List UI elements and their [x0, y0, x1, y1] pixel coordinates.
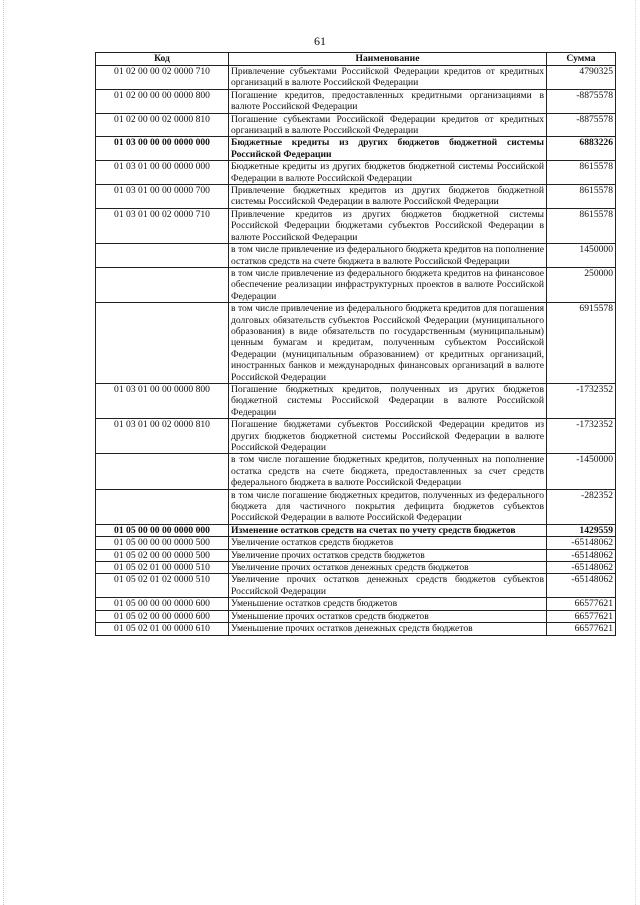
row-name: Увеличение остатков средств бюджетов [229, 537, 547, 549]
row-code: 01 05 00 00 00 0000 600 [96, 598, 229, 610]
row-sum: -65148062 [547, 537, 616, 549]
row-name: Уменьшение остатков средств бюджетов [229, 598, 547, 610]
row-code: 01 05 02 01 02 0000 510 [96, 574, 229, 598]
table-row [96, 244, 616, 268]
row-sum: -65148062 [547, 549, 616, 561]
row-name: Увеличение прочих остатков средств бюджетов [229, 549, 547, 561]
row-code [96, 489, 229, 524]
table-row [96, 610, 616, 622]
table-row [96, 419, 616, 454]
row-name: Бюджетные кредиты из других бюджетов бюджетной системы Российской Федерации в валюте Российской Федерации [229, 161, 547, 185]
row-sum: -65148062 [547, 562, 616, 574]
table-row [96, 267, 616, 302]
table-row [96, 208, 616, 243]
row-sum: 66577621 [547, 623, 616, 635]
scan-edge-left [3, 0, 6, 905]
row-code [96, 267, 229, 302]
row-sum: 6883226 [547, 137, 616, 161]
row-sum: 8615578 [547, 185, 616, 209]
row-code: 01 05 02 01 00 0000 510 [96, 562, 229, 574]
budget-sources-table [95, 52, 616, 636]
row-sum: -8875578 [547, 113, 616, 137]
row-name: Погашение субъектами Российской Федерации кредитов от кредитных организаций в валюте Российской Федерации [229, 113, 547, 137]
row-code [96, 303, 229, 384]
row-sum: -1732352 [547, 383, 616, 418]
table-row [96, 537, 616, 549]
table-row [96, 489, 616, 524]
row-name: в том числе погашение бюджетных кредитов, полученных на пополнение остатка средств на счете бюджета, предоставленных за счет средств федерального бюджета в валюте Российской Федерации [229, 454, 547, 489]
table-row [96, 574, 616, 598]
row-sum: 4790325 [547, 66, 616, 90]
table-row [96, 137, 616, 161]
row-name: Бюджетные кредиты из других бюджетов бюджетной системы Российской Федерации [229, 137, 547, 161]
table-row [96, 383, 616, 418]
table-row [96, 185, 616, 209]
row-sum: -65148062 [547, 574, 616, 598]
row-name: Погашение бюджетных кредитов, полученных из других бюджетов бюджетной системы Российской Федерации в валюте Российской Федерации [229, 383, 547, 418]
row-code: 01 03 00 00 00 0000 000 [96, 137, 229, 161]
row-sum: 8615578 [547, 161, 616, 185]
row-name: в том числе привлечение из федерального бюджета кредитов на финансовое обеспечение реализации инфраструктурных проектов в валюте Российской Федерации [229, 267, 547, 302]
table-row [96, 623, 616, 635]
header-sum: Сумма [547, 53, 616, 66]
row-code: 01 03 01 00 00 0000 800 [96, 383, 229, 418]
table-row [96, 161, 616, 185]
scan-edge-right [635, 0, 638, 905]
table-row [96, 549, 616, 561]
row-code: 01 03 01 00 00 0000 700 [96, 185, 229, 209]
row-name: Уменьшение прочих остатков средств бюджетов [229, 610, 547, 622]
row-sum: 1429559 [547, 524, 616, 536]
row-name: в том числе привлечение из федерального бюджета кредитов для погашения долговых обязательств субъектов Российской Федерации (муниципального образования) в виде обязательств по государственным (муниципальным) ценным бумагам и кредитам, полученным субъектом Российской Федерации (муниципальным образованием) от кредитных организаций, иностранных банков и международных финансовых организаций в валюте Российской Федерации [229, 303, 547, 384]
row-sum: -1732352 [547, 419, 616, 454]
table-body [96, 66, 616, 636]
row-code [96, 244, 229, 268]
row-name: в том числе погашение бюджетных кредитов, полученных из федерального бюджета для частичного покрытия дефицита бюджетов субъектов Российской Федерации в валюте Российской Федерации [229, 489, 547, 524]
row-sum: -282352 [547, 489, 616, 524]
header-name: Наименование [229, 53, 547, 66]
row-code: 01 02 00 00 00 0000 800 [96, 89, 229, 113]
row-code: 01 05 02 00 00 0000 600 [96, 610, 229, 622]
row-code: 01 02 00 00 02 0000 710 [96, 66, 229, 90]
row-sum: 8615578 [547, 208, 616, 243]
row-code: 01 02 00 00 02 0000 810 [96, 113, 229, 137]
row-name: Увеличение прочих остатков денежных средств бюджетов [229, 562, 547, 574]
row-sum: 250000 [547, 267, 616, 302]
header-code: Код [96, 53, 229, 66]
row-code: 01 03 01 00 02 0000 710 [96, 208, 229, 243]
row-code: 01 05 00 00 00 0000 000 [96, 524, 229, 536]
row-name: Увеличение прочих остатков денежных средств бюджетов субъектов Российской Федерации [229, 574, 547, 598]
row-name: Привлечение кредитов из других бюджетов бюджетной системы Российской Федерации бюджетами субъектов Российской Федерации в валюте Российской Федерации [229, 208, 547, 243]
table-row [96, 598, 616, 610]
row-name: Изменение остатков средств на счетах по учету средств бюджетов [229, 524, 547, 536]
table-row [96, 89, 616, 113]
row-name: Уменьшение прочих остатков денежных средств бюджетов [229, 623, 547, 635]
row-name: Погашение кредитов, предоставленных кредитными организациями в валюте Российской Федерации [229, 89, 547, 113]
table-header-row [96, 53, 616, 66]
row-code: 01 03 01 00 00 0000 000 [96, 161, 229, 185]
table-row [96, 66, 616, 90]
page-number: 61 [314, 34, 326, 48]
row-code: 01 03 01 00 02 0000 810 [96, 419, 229, 454]
table-row [96, 113, 616, 137]
row-name: Привлечение субъектами Российской Федерации кредитов от кредитных организаций в валюте Российской Федерации [229, 66, 547, 90]
row-code: 01 05 02 01 00 0000 610 [96, 623, 229, 635]
row-sum: -1450000 [547, 454, 616, 489]
row-name: Погашение бюджетами субъектов Российской Федерации кредитов из других бюджетов бюджетной системы Российской Федерации в валюте Российской Федерации [229, 419, 547, 454]
row-sum: 66577621 [547, 598, 616, 610]
table-row [96, 562, 616, 574]
row-code [96, 454, 229, 489]
table-row [96, 524, 616, 536]
row-name: в том числе привлечение из федерального бюджета кредитов на пополнение остатков средств на счете бюджета в валюте Российской Федерации [229, 244, 547, 268]
row-name: Привлечение бюджетных кредитов из других бюджетов бюджетной системы Российской Федерации в валюте Российской Федерации [229, 185, 547, 209]
row-sum: 1450000 [547, 244, 616, 268]
row-code: 01 05 00 00 00 0000 500 [96, 537, 229, 549]
row-code: 01 05 02 00 00 0000 500 [96, 549, 229, 561]
table-row [96, 454, 616, 489]
row-sum: -8875578 [547, 89, 616, 113]
table-row [96, 303, 616, 384]
row-sum: 66577621 [547, 610, 616, 622]
row-sum: 6915578 [547, 303, 616, 384]
